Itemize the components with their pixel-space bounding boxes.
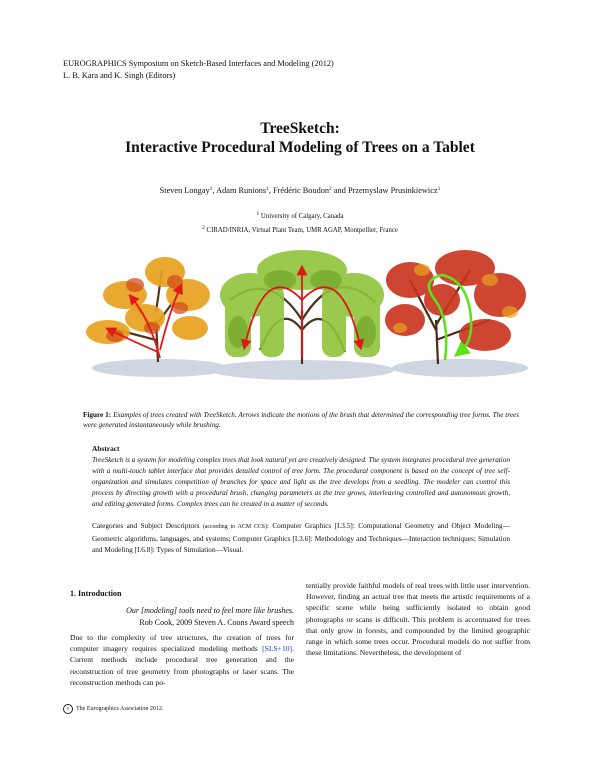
affiliations — [0, 209, 600, 236]
epigraph — [70, 605, 294, 628]
copyright-icon: c — [63, 704, 73, 714]
caption-text: Examples of trees created with TreeSketch. Arrows indicate the motions of the brush that determined the corresponding tree forms. The trees were generated instantaneously while brushing. — [83, 411, 520, 429]
author-separator: and — [331, 186, 348, 195]
affiliation-2 — [0, 223, 600, 237]
author-affiliation-mark: 1 — [209, 186, 213, 192]
paper-title — [0, 119, 600, 157]
body-text: Due to the complexity of tree structures, the creation of trees for computer imagery requires specialized modeling methods — [70, 633, 294, 654]
header-line-1: EUROGRAPHICS Symposium on Sketch-Based Interfaces and Modeling (2012) — [63, 59, 334, 68]
ccs-label: Categories and Subject Descriptors — [92, 521, 200, 530]
tree-image-maple — [86, 257, 228, 377]
copyright-footer — [63, 704, 163, 714]
affiliation-number: 1 — [256, 211, 260, 217]
tree-image-autumn — [385, 250, 528, 377]
author-name: Frédéric Boudon — [273, 186, 330, 195]
author-separator: , — [212, 186, 217, 195]
citation-link[interactable]: [SLS+10] — [262, 644, 293, 654]
ccs-categories — [92, 520, 510, 555]
author-separator: , — [268, 186, 274, 195]
author-name: Adam Runions — [216, 186, 267, 195]
abstract-text: TreeSketch is a system for modeling complex trees that look natural yet are creatively designed. The system integrates procedural tree generation with a multi-touch tablet interface that provides detailed control of tree form. The procedural component is based on the concept of tree self-organization and simulates competition of branches for space and light as the tree develops from a seedling. The modeler can control this process by directing growth with a procedural brush, changing parameters as the tree grows, interleaving controlled and autonomous growth, and editing generated forms. Complex trees can be created in a matter of seconds. — [92, 456, 510, 508]
ccs-note: (according to ACM CCS) — [202, 524, 267, 530]
affiliation-1 — [0, 209, 600, 223]
affiliation-number: 2 — [202, 224, 205, 231]
caption-label: Figure 1: — [83, 411, 112, 419]
header-line-2: L. B. Kara and K. Singh (Editors) — [63, 70, 176, 80]
author-list — [0, 186, 600, 195]
abstract-heading: Abstract — [92, 444, 120, 453]
body-column-right: tentially provide faithful models of real trees with little user intervention. However, finding an actual tree that meets the artistic requirements of a specific scene while being sufficiently isolated to obtain good photographs or scans is difficult. This problem is accentuated for trees that only grow in forests, and compounded by the limited geographic range in which some trees occur. Procedural models do not suffer from these limitations. Nevertheless, the development of — [306, 581, 530, 658]
author-affiliation-mark: 2 — [329, 186, 332, 192]
author-name: Steven Longay — [159, 186, 210, 195]
affiliation-text: University of Calgary, Canada — [260, 213, 344, 220]
copyright-text: The Eurographics Association 2012. — [76, 706, 164, 712]
epigraph-quote: Our [modeling] tools need to feel more like brushes. — [126, 606, 294, 615]
author-affiliation-mark: 1 — [437, 186, 441, 192]
figure-caption — [83, 410, 519, 430]
epigraph-attribution: Rob Cook, 2009 Steven A. Coons Award speech — [139, 617, 294, 627]
conference-header — [63, 58, 334, 81]
author-affiliation-mark: 1 — [266, 186, 269, 192]
title-line-1: TreeSketch: — [260, 120, 340, 137]
author-name: Przemyslaw Prusinkiewicz — [347, 186, 438, 195]
affiliation-text: CIRAD/INRIA, Virtual Plant Team, UMR AGAP, Montpellier, France — [206, 226, 398, 234]
title-line-2: Interactive Procedural Modeling of Trees on a Tablet — [125, 139, 475, 156]
body-text: . Current methods include procedural tree generation and the reconstruction of tree geometry from photographs or laser scans. The reconstruction methods can po- — [70, 644, 294, 687]
section-heading-introduction: 1. Introduction — [70, 589, 122, 598]
tree-image-willow — [210, 250, 394, 380]
ccs-text: : Computer Graphics [I.3.5]: Computational Geometry and Object Modeling—Geometric algorithms, languages, and systems; Computer Graphics [I.3.6]: Methodology and Techniques—Interaction techniques; Simulation and Modeling [I.6.8]: Types of Simulation—Visual. — [92, 521, 510, 554]
teaser-figure — [70, 240, 530, 392]
body-column-left — [70, 632, 294, 688]
